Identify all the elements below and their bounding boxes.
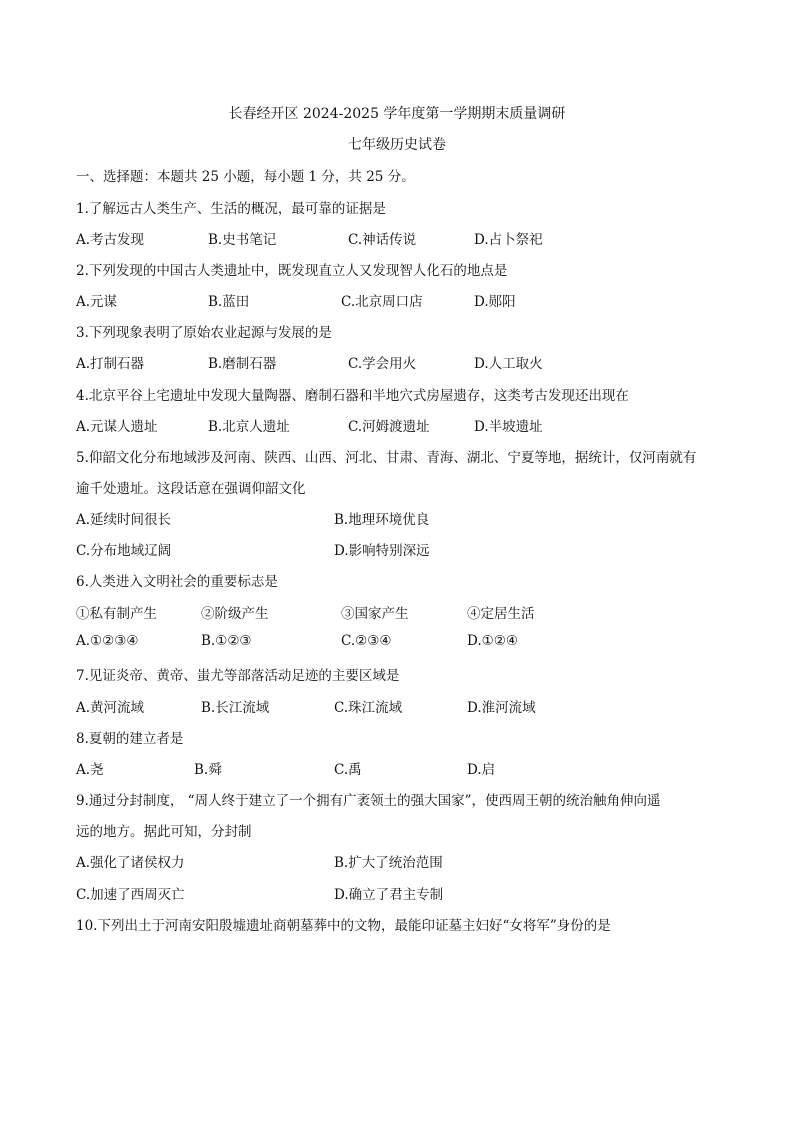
question-7-option-a: A.黄河流域	[76, 700, 145, 716]
section-heading: 一、选择题：本题共 25 小题，每小题 1 分，共 25 分。	[76, 169, 415, 185]
question-6-item-4: ④定居生活	[467, 606, 535, 622]
question-3-option-b: B.磨制石器	[208, 356, 277, 372]
question-5-option-b: B.地理环境优良	[334, 512, 430, 528]
question-5-option-d: D.影响特别深远	[334, 543, 430, 559]
question-9-stem-line-1: 9.通过分封制度， “周人终于建立了一个拥有广袤领土的强大国家”，使西周王朝的统治触角伸向遥	[76, 793, 661, 809]
question-7-option-d: D.淮河流域	[467, 700, 536, 716]
question-5-stem-line-2: 逾千处遗址。这段话意在强调仰韶文化	[76, 481, 306, 497]
question-5-option-a: A.延续时间很长	[76, 512, 172, 528]
question-10-stem: 10.下列出土于河南安阳殷墟遗址商朝墓葬中的文物，最能印证墓主妇好“女将军”身份的是	[76, 918, 611, 934]
question-6-item-3: ③国家产生	[341, 606, 409, 622]
question-9-stem-line-2: 远的地方。据此可知，分封制	[76, 824, 252, 840]
question-5-stem-line-1: 5.仰韶文化分布地域涉及河南、陕西、山西、河北、甘肃、青海、湖北、宁夏等地，据统计，仅河南就有	[76, 450, 697, 466]
question-6-option-d: D.①②④	[467, 633, 518, 649]
question-7-option-b: B.长江流域	[201, 700, 270, 716]
question-4-stem: 4.北京平谷上宅遗址中发现大量陶器、磨制石器和半地穴式房屋遗存，这类考古发现还出现在	[76, 388, 629, 404]
question-3-option-c: C.学会用火	[348, 356, 417, 372]
question-6-option-a: A.①②③④	[76, 633, 139, 649]
question-9-option-b: B.扩大了统治范围	[334, 855, 443, 871]
question-2-option-c: C.北京周口店	[341, 294, 423, 310]
question-8-option-d: D.启	[467, 762, 496, 778]
question-9-option-a: A.强化了诸侯权力	[76, 855, 185, 871]
question-9-option-c: C.加速了西周灭亡	[76, 887, 185, 903]
question-6-stem: 6.人类进入文明社会的重要标志是	[76, 574, 278, 590]
question-6-option-c: C.②③④	[341, 633, 392, 649]
question-8-option-b: B.舜	[194, 762, 222, 778]
exam-subtitle: 七年级历史试卷	[348, 137, 446, 153]
question-9-option-d: D.确立了君主专制	[334, 887, 444, 903]
question-5-option-c: C.分布地域辽阔	[76, 543, 172, 559]
question-8-option-a: A.尧	[76, 762, 104, 778]
question-8-option-c: C.禹	[334, 762, 362, 778]
question-1-option-a: A.考古发现	[76, 232, 145, 248]
question-1-option-d: D.占卜祭祀	[474, 232, 543, 248]
question-3-stem: 3.下列现象表明了原始农业起源与发展的是	[76, 325, 332, 341]
question-7-stem: 7.见证炎帝、黄帝、蚩尤等部落活动足迹的主要区域是	[76, 668, 400, 684]
question-4-option-c: C.河姆渡遗址	[348, 419, 430, 435]
question-2-option-a: A.元谋	[76, 294, 118, 310]
question-8-stem: 8.夏朝的建立者是	[76, 731, 184, 747]
question-6-option-b: B.①②③	[201, 633, 252, 649]
question-4-option-a: A.元谋人遗址	[76, 419, 158, 435]
question-1-option-c: C.神话传说	[348, 232, 417, 248]
question-1-stem: 1.了解远古人类生产、生活的概况，最可靠的证据是	[76, 201, 386, 217]
question-1-option-b: B.史书笔记	[208, 232, 277, 248]
question-4-option-d: D.半坡遗址	[474, 419, 543, 435]
question-6-item-1: ①私有制产生	[76, 606, 157, 622]
question-6-item-2: ②阶级产生	[201, 606, 269, 622]
question-2-stem: 2.下列发现的中国古人类遗址中，既发现直立人又发现智人化石的地点是	[76, 263, 508, 279]
question-4-option-b: B.北京人遗址	[208, 419, 290, 435]
exam-title: 长春经开区 2024-2025 学年度第一学期期末质量调研	[228, 106, 566, 122]
question-3-option-d: D.人工取火	[474, 356, 543, 372]
question-2-option-b: B.蓝田	[208, 294, 250, 310]
question-7-option-c: C.珠江流域	[334, 700, 403, 716]
question-2-option-d: D.郧阳	[474, 294, 516, 310]
question-3-option-a: A.打制石器	[76, 356, 145, 372]
